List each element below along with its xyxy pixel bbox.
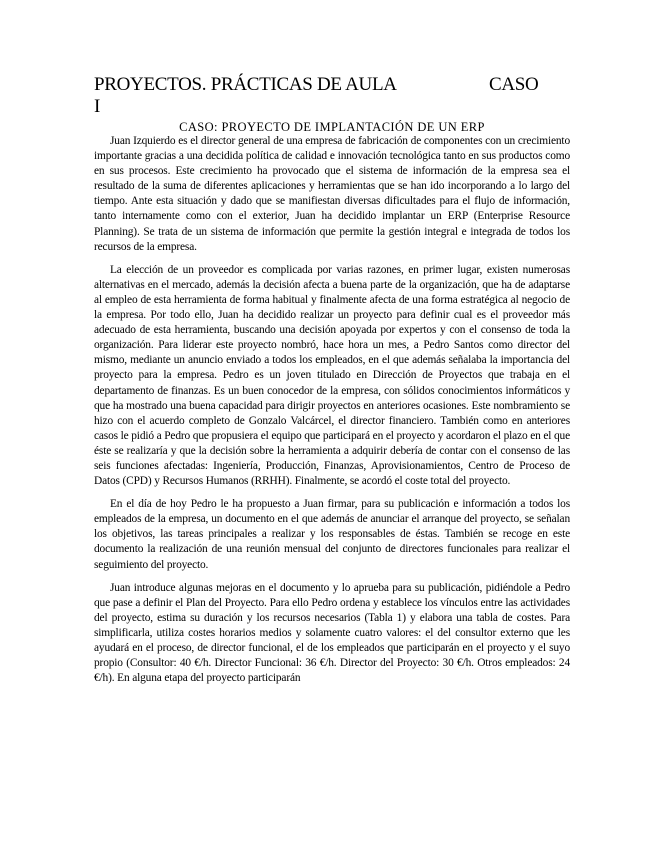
paragraph-4: Juan introduce algunas mejoras en el documento y lo aprueba para su publicación, pidiéndole a Pedro que pase a definir el Plan del Proyecto. Para ello Pedro ordena y establece los vínculos entre las actividades del proyecto, estima su duración y los recursos necesarios (Tabla 1) y elabora una tabla de costes. Para simplificarla, utiliza costes horarios medios y solamente cuatro valores: el del consultor externo que les ayudará en el proceso, de director funcional, el de los empleados que participarán en el proyecto y el suyo propio (Consultor: 40 €/h. Director Funcional: 36 €/h. Director del Proyecto: 30 €/h. Otros empleados: 24 €/h). En alguna etapa del proyecto participarán [94,581,570,685]
paragraph-2: La elección de un proveedor es complicada por varias razones, en primer lugar, existen numerosas alternativas en el mercado, además la decisión afecta a buena parte de la organización, que ha de adaptarse al empleo de esta herramienta de forma habitual y finalmente afecta de una forma estratégica al negocio de la empresa. Por todo ello, Juan ha decidido realizar un proyecto para definir cual es el proveedor más adecuado de esta herramienta, buscando una decisión apoyada por expertos y con el consenso de toda la organización. Para liderar este proyecto nombró, hace hora un mes, a Pedro Santos como director del mismo, mediante un anuncio enviado a todos los empleados, en el que además señalaba la importancia del proyecto para la empresa. Pedro es un joven titulado en Dirección de Proyectos que trabaja en el departamento de finanzas. Es un buen conocedor de la empresa, con sólidos conocimientos informáticos y que ha mostrado una buena capacidad para dirigir proyectos en anteriores ocasiones. Este nombramiento se hizo con el acuerdo completo de Gonzalo Valcárcel, el director financiero. También como en anteriores casos le pidió a Pedro que propusiera el equipo que participará en el proyecto y acordaron el plazo en el que éste se realizaría y que la decisión sobre la herramienta a adquirir debería de contar con el consenso de las seis funciones afectadas: Ingeniería, Producción, Finanzas, Aprovisionamientos, Centro de Proceso de Datos (CPD) y Recursos Humanos (RRHH). Finalmente, se acordó el coste total del proyecto. [94,263,570,488]
header-title: PROYECTOS. PRÁCTICAS DE AULA [94,74,397,95]
header-case-number: I [94,96,101,117]
document-body [94,134,570,686]
paragraph-3: En el día de hoy Pedro le ha propuesto a Juan firmar, para su publicación e información a todos los empleados de la empresa, un documento en el que además de anunciar el arranque del proyecto, se señalan los objetivos, las tareas principales a realizar y los responsables de éstas. También se recoge en este documento la realización de una reunión mensual del conjunto de directores funcionales para realizar el seguimiento del proyecto. [94,498,570,571]
paragraph-1: Juan Izquierdo es el director general de una empresa de fabricación de componentes con un crecimiento importante gracias a una decidida política de calidad e innovación tecnológica tanto en sus productos como en sus procesos. Este crecimiento ha provocado que el sistema de información de la empresa sea el resultado de la suma de diferentes aplicaciones y herramientas que se han ido incorporando a lo largo del tiempo. Ante esta situación y dado que se manifiestan diversas dificultades para el flujo de información, tanto internamente como con el exterior, Juan ha decidido implantar un ERP (Enterprise Resource Planning). Se trata de un sistema de información que permite la gestión integral e integrada de todos los recursos de la empresa. [94,135,570,253]
header-case-label: CASO [489,74,539,95]
page-header [94,74,554,117]
document-title: CASO: PROYECTO DE IMPLANTACIÓN DE UN ERP [179,120,485,134]
